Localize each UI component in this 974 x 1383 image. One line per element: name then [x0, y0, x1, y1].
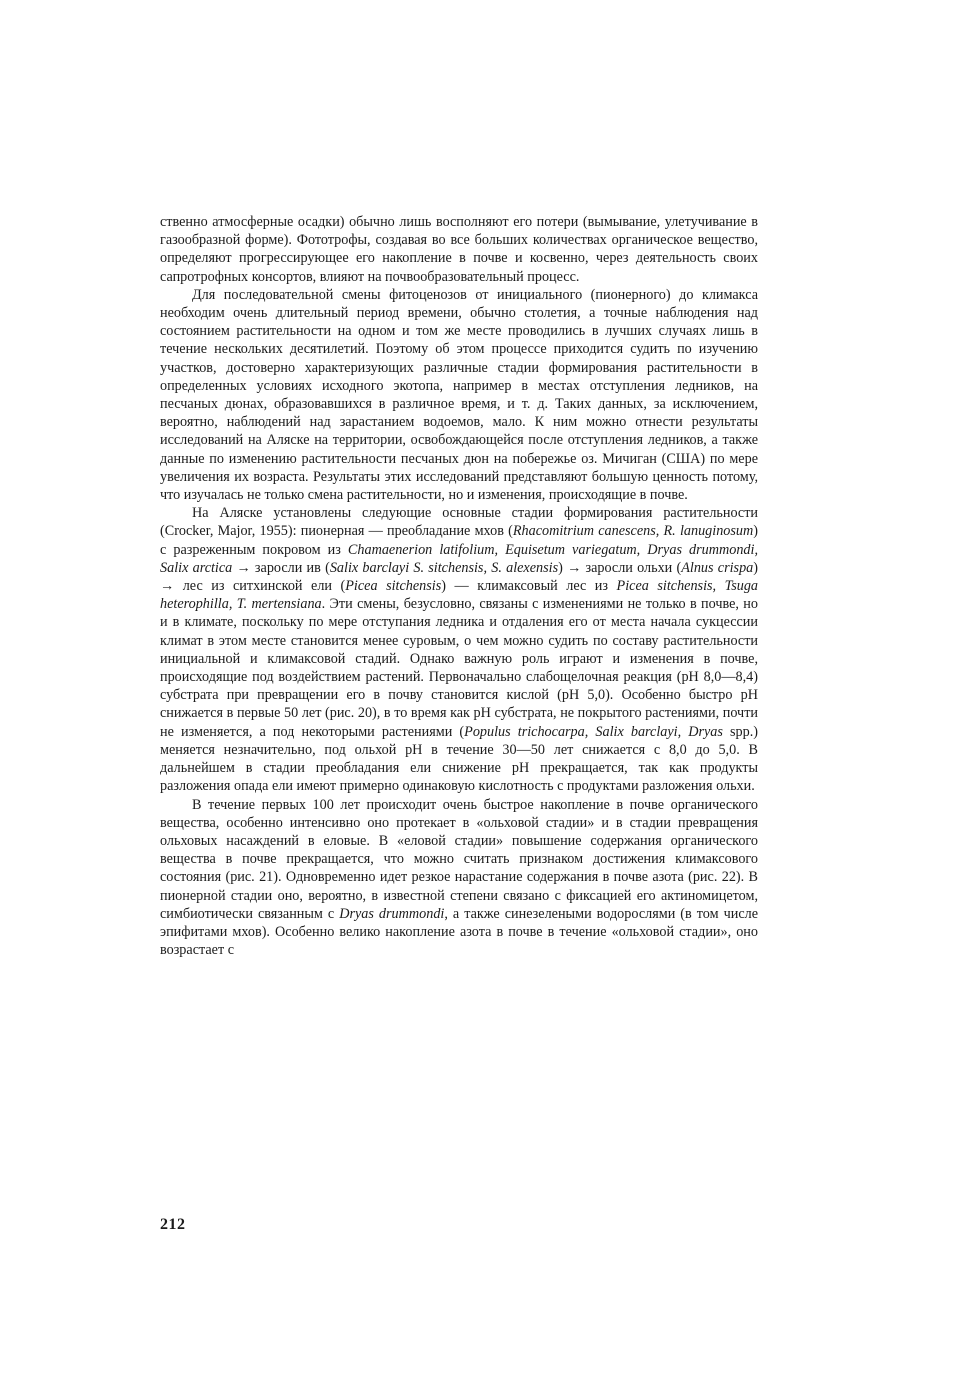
paragraph [160, 504, 758, 795]
latin-name: Populus trichocarpa, Salix barclayi, Dryas [464, 723, 723, 740]
text-run: , а также синезелеными водорослями (в том числе эпифитами мхов). Особенно велико накопление азота в почве в течение «ольховой стадии», оно возрастает с [160, 905, 758, 959]
page-body [160, 213, 758, 959]
text-run: ) → заросли ольхи ( [558, 559, 682, 576]
latin-name: Rhacomitrium canescens, R. lanuginosum [512, 523, 754, 540]
text-run: ственно атмосферные осадки) обычно лишь восполняют его потери (вымывание, улетучивание в газообразной форме). Фототрофы, создавая во все больших количествах органическое вещество, определяют прогрессирующее его накопление в почве и косвенно, через деятельность своих сапротрофных консортов, влияют на почвообразовательный процесс. [160, 214, 758, 285]
latin-name: Salix barclayi S. sitchensis, S. alexensis [329, 559, 559, 576]
text-run: spp.) меняется незначительно, под ольхой pH в течение 30—50 лет снижается с 8,0 до 5,0. В дальнейшем в стадии преобладания ели снижение pH прекращается, так как продукты разложения опада ели имеют примерно одинаковую кислотность с продуктами разложения ольхи. [160, 723, 759, 795]
latin-name: Alnus crispa [681, 559, 754, 576]
text-run: ) — климаксовый лес из [441, 578, 617, 595]
text-run: ) с разреженным покровом из [160, 523, 758, 558]
latin-name: Dryas drummondi [339, 905, 445, 922]
latin-name: Picea sitchensis, Tsuga heterophilla, T. mertensiana [160, 578, 759, 613]
text-run: ) → лес из ситхинской ели ( [160, 559, 758, 595]
text-run: В течение первых 100 лет происходит очень быстрое накопление в почве органического вещества, особенно интенсивно оно протекает в «ольховой стадии» и в стадии превращения ольховых насаждений в еловые. В «еловой стадии» повышение содержания органического вещества в почве прекращается, что можно считать признаком достижения климаксового состояния (рис. 21). Одновременно идет резкое нарастание содержания в почве азота (рис. 22). В пионерной стадии оно, вероятно, в известной степени связано с фиксацией его актиномицетом, симбиотически связанным с [160, 796, 758, 922]
paragraph [160, 286, 758, 504]
latin-name: Picea sitchensis [345, 578, 442, 595]
text-run: . Эти смены, безусловно, связаны с изменениями не только в почве, но и в климате, поскольку по мере отступания ледника и отдаления его от места начала сукцессии климат в этом месте становится менее суровым, о чем можно судить по составу растительности инициальной и климаксовой стадий. Однако важную роль играют и изменения в почве, происходящие под воздействием растений. Первоначально слабощелочная реакция (pH 8,0—8,4) субстрата при превращении его в почву становится кислой (pH 5,0). Особенно быстро pH снижается в первые 50 лет (рис. 20), в то время как pH субстрата, не покрытого растениями, почти не изменяется, а под некоторыми растениями ( [160, 596, 758, 740]
page-number: 212 [160, 1216, 186, 1233]
text-run: → заросли ив ( [232, 559, 330, 576]
latin-name: Chamaenerion latifolium, Equisetum variegatum, Dryas drummondi, Salix arctica [160, 541, 758, 576]
text-run: Для последовательной смены фитоценозов от инициального (пионерного) до климакса необходим очень длительный период времени, обычно столетия, а точные наблюдения над состоянием растительности на одном и том же месте проводились в лучших случаях лишь в течение нескольких десятилетий. Поэтому об этом процессе приходится судить по изучению участков, достоверно характеризующих различные стадии формирования растительности в определенных условиях исходного экотопа, например в местах отступления ледников, на песчаных дюнах, образовавшихся в различное время, и т. д. Таких данных, за исключением, вероятно, наблюдений над зарастанием водоемов, мало. К ним можно отнести результаты исследований на Аляске на территории, освобождающейся после отступления ледников, а также данные по изменению растительности песчаных дюн на побережье оз. Мичиган (США) по мере увеличения их возраста. Результаты этих исследований представляют большую ценность потому, что изучалась не только смена растительности, но и изменения, происходящие в почве. [160, 286, 758, 504]
paragraph [160, 213, 758, 286]
text-run: На Аляске установлены следующие основные стадии формирования растительности (Crocker, Major, 1955): пионерная — преобладание мхов ( [160, 505, 758, 540]
paragraph [160, 796, 758, 960]
